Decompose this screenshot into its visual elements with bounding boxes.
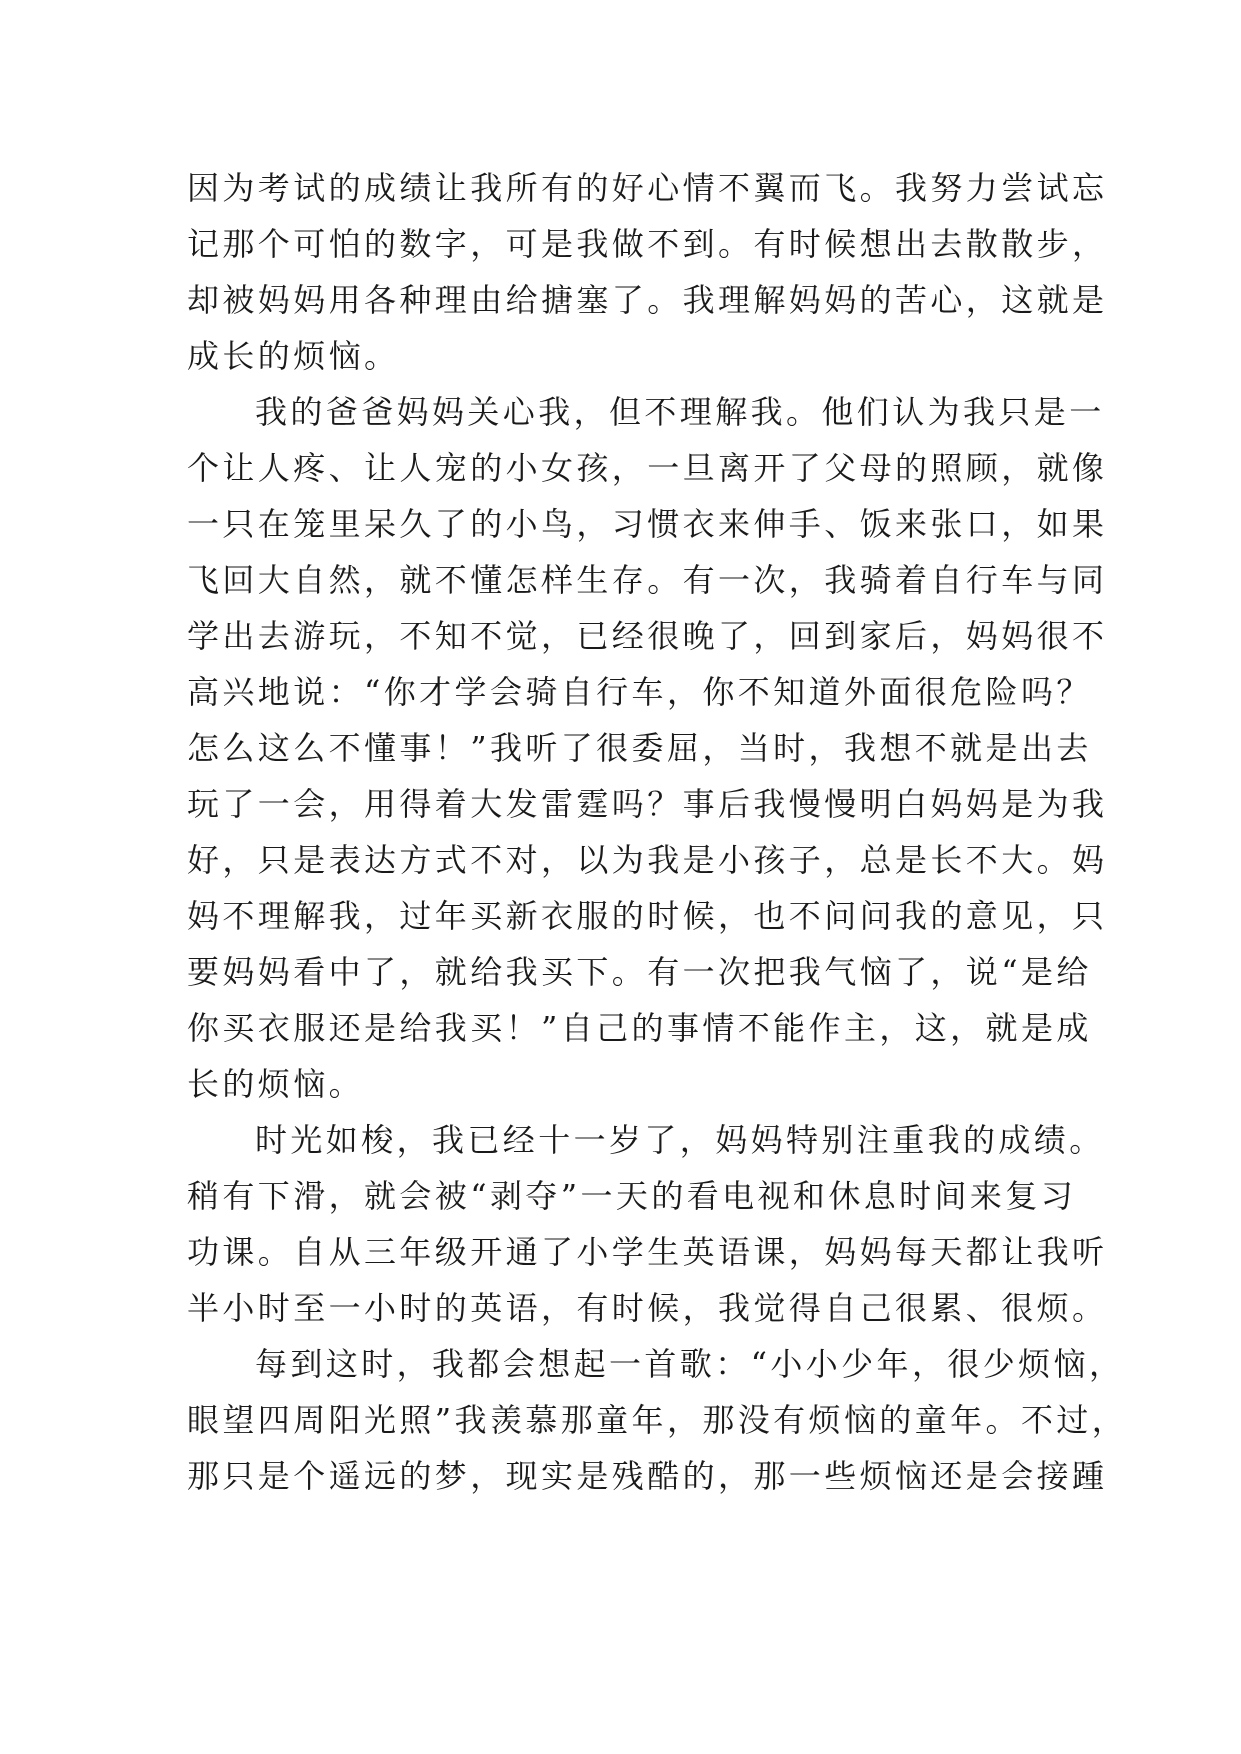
text-line: 长的烦恼。 xyxy=(187,1065,365,1103)
paragraph-first-line: 每到这时，我都会想起一首歌：“小小少年，很少烦恼， xyxy=(255,1345,1125,1383)
text-line: 记那个可怕的数字，可是我做不到。有时候想出去散散步， xyxy=(187,225,1108,263)
text-line: 功课。自从三年级开通了小学生英语课，妈妈每天都让我听 xyxy=(187,1233,1108,1271)
text-line: 要妈妈看中了，就给我买下。有一次把我气恼了，说“是给 xyxy=(187,953,1092,991)
text-line: 那只是个遥远的梦，现实是残酷的，那一些烦恼还是会接踵 xyxy=(187,1457,1108,1495)
text-line: 却被妈妈用各种理由给搪塞了。我理解妈妈的苦心，这就是 xyxy=(187,281,1108,319)
text-line: 半小时至一小时的英语，有时候，我觉得自己很累、很烦。 xyxy=(187,1289,1108,1327)
text-line: 飞回大自然，就不懂怎样生存。有一次，我骑着自行车与同 xyxy=(187,561,1108,599)
text-line: 妈不理解我，过年买新衣服的时候，也不问问我的意见，只 xyxy=(187,897,1108,935)
text-line: 稍有下滑，就会被“剥夺”一天的看电视和休息时间来复习 xyxy=(187,1177,1077,1215)
text-line: 因为考试的成绩让我所有的好心情不翼而飞。我努力尝试忘 xyxy=(187,169,1108,207)
text-line: 成长的烦恼。 xyxy=(187,337,400,375)
text-line: 怎么这么不懂事！”我听了很委屈，当时，我想不就是出去 xyxy=(187,729,1092,767)
text-line: 一只在笼里呆久了的小鸟，习惯衣来伸手、饭来张口，如果 xyxy=(187,505,1108,543)
text-line: 你买衣服还是给我买！”自己的事情不能作主，这，就是成 xyxy=(187,1009,1092,1047)
text-line: 学出去游玩，不知不觉，已经很晚了，回到家后，妈妈很不 xyxy=(187,617,1108,655)
body-text xyxy=(187,160,1128,1504)
text-line: 玩了一会，用得着大发雷霆吗？事后我慢慢明白妈妈是为我 xyxy=(187,785,1108,823)
text-line: 眼望四周阳光照”我羡慕那童年，那没有烦恼的童年。不过， xyxy=(187,1401,1128,1439)
paragraph-first-line: 时光如梭，我已经十一岁了，妈妈特别注重我的成绩。 xyxy=(255,1121,1105,1159)
text-line: 个让人疼、让人宠的小女孩，一旦离开了父母的照顾，就像 xyxy=(187,449,1108,487)
paragraph-first-line: 我的爸爸妈妈关心我，但不理解我。他们认为我只是一 xyxy=(255,393,1105,431)
text-line: 好，只是表达方式不对，以为我是小孩子，总是长不大。妈 xyxy=(187,841,1108,879)
text-line: 高兴地说：“你才学会骑自行车，你不知道外面很危险吗？ xyxy=(187,673,1092,711)
